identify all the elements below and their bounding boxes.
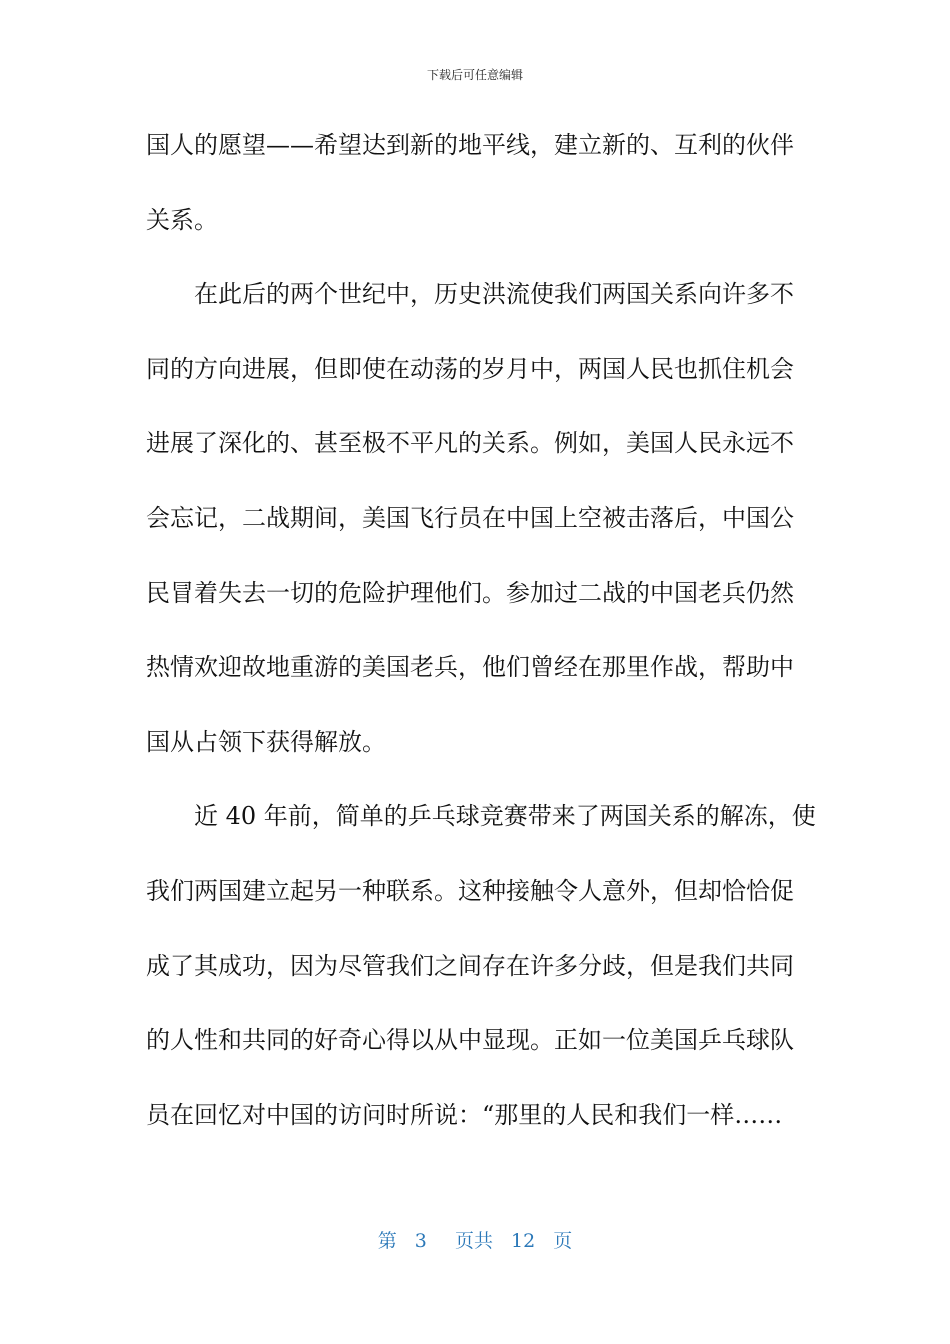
body-line: 民冒着失去一切的危险护理他们。参加过二战的中国老兵仍然 — [146, 579, 794, 607]
body-line: 进展了深化的、甚至极不平凡的关系。例如，美国人民永远不 — [146, 429, 794, 457]
body-line: 关系。 — [146, 206, 218, 234]
body-line: 成了其成功，因为尽管我们之间存在许多分歧，但是我们共同 — [146, 952, 794, 980]
body-line: 的人性和共同的好奇心得以从中显现。正如一位美国乒乓球队 — [146, 1026, 794, 1054]
page-footer — [0, 1226, 950, 1253]
body-line: 会忘记，二战期间，美国飞行员在中国上空被击落后，中国公 — [146, 504, 794, 532]
body-line: 同的方向进展，但即使在动荡的岁月中，两国人民也抓住机会 — [146, 355, 794, 383]
body-line: 在此后的两个世纪中，历史洪流使我们两国关系向许多不 — [146, 280, 794, 308]
page-number: 3 — [414, 1230, 427, 1252]
body-line: 我们两国建立起另一种联系。这种接触令人意外，但却恰恰促 — [146, 877, 794, 905]
body-line: 近 40 年前，简单的乒乓球竞赛带来了两国关系的解冻，使 — [146, 802, 816, 830]
page-total: 12 — [511, 1230, 536, 1252]
body-line: 热情欢迎故地重游的美国老兵，他们曾经在那里作战，帮助中 — [146, 653, 794, 681]
header-note: 下载后可任意编辑 — [426, 68, 523, 82]
page-mid: 页共 — [454, 1230, 493, 1252]
body-line: 国从占领下获得解放。 — [146, 728, 386, 756]
page-prefix: 第 — [377, 1230, 397, 1252]
page-suffix: 页 — [553, 1230, 573, 1252]
body-line: 国人的愿望——希望达到新的地平线，建立新的、互利的伙伴 — [146, 131, 794, 159]
body-line: 员在回忆对中国的访问时所说：“那里的人民和我们一样…… — [146, 1101, 783, 1129]
